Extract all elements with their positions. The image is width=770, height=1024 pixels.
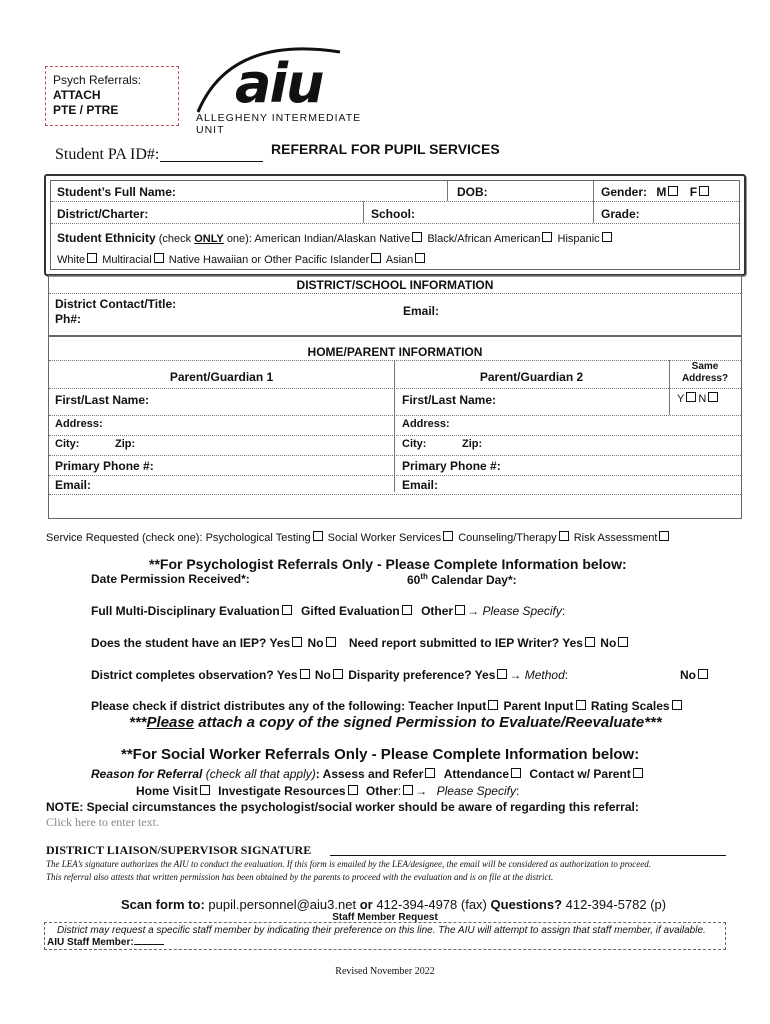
ethnicity-black-checkbox[interactable]	[542, 232, 552, 242]
staff-request-heading: Staff Member Request	[332, 912, 438, 923]
signature-line[interactable]	[330, 855, 726, 856]
investigate-checkbox[interactable]	[348, 785, 358, 795]
parent1-phone-label: Primary Phone #:	[55, 459, 154, 473]
home-info-section	[48, 335, 742, 519]
same-address-yn: Y N	[677, 392, 720, 405]
parent2-address-label: Address:	[402, 418, 450, 430]
scan-row: Scan form to: pupil.personnel@aiu3.net or 412-394-4978 (fax) Questions? 412-394-5782 (p)	[121, 897, 667, 912]
aiu-staff-field[interactable]	[134, 944, 164, 945]
parent2-heading: Parent/Guardian 2	[479, 370, 584, 384]
iep-yes-checkbox[interactable]	[292, 637, 302, 647]
parent1-zip-label: Zip:	[115, 438, 136, 450]
calendar-day-label: 60th Calendar Day*:	[407, 572, 517, 587]
eval-full-checkbox[interactable]	[282, 605, 292, 615]
parent2-email-label: Email:	[402, 478, 439, 492]
parent1-name-label: First/Last Name:	[55, 393, 150, 407]
assess-refer-checkbox[interactable]	[425, 768, 435, 778]
ethnicity-native-checkbox[interactable]	[412, 232, 422, 242]
student-section	[44, 174, 746, 276]
revised-date: Revised November 2022	[335, 966, 435, 977]
click-here-field[interactable]: Click here to enter text.	[46, 815, 159, 829]
signature-label: DISTRICT LIAISON/SUPERVISOR SIGNATURE	[46, 843, 312, 857]
staff-request-note: District may request a specific staff member by indicating their preference on this line. The AIU will attempt to assign that staff member, if available.	[57, 925, 706, 936]
disparity-no: No	[680, 668, 710, 682]
parent-input-checkbox[interactable]	[576, 700, 586, 710]
eval-gifted-checkbox[interactable]	[402, 605, 412, 615]
service-social-worker-checkbox[interactable]	[443, 531, 453, 541]
school-label: School:	[371, 207, 415, 221]
same-address-yes-checkbox[interactable]	[686, 392, 696, 402]
observation-row: District completes observation? Yes No Disparity preference? Yes → Method:	[91, 668, 569, 682]
parent1-city-label: City:	[55, 438, 80, 450]
social-heading: **For Social Worker Referrals Only - Please Complete Information below:	[121, 746, 640, 763]
social-other-checkbox[interactable]	[403, 785, 413, 795]
logo-wordmark: aiu	[235, 52, 323, 115]
teacher-input-checkbox[interactable]	[488, 700, 498, 710]
disparity-yes-checkbox[interactable]	[497, 669, 507, 679]
district-contact-label: District Contact/Title:	[55, 297, 177, 311]
aiu-logo	[190, 40, 380, 136]
ethnicity-asian-checkbox[interactable]	[415, 253, 425, 263]
disparity-no-checkbox[interactable]	[698, 669, 708, 679]
service-counseling-checkbox[interactable]	[559, 531, 569, 541]
evaluation-type-row: Full Multi-Disciplinary Evaluation Gifted Evaluation Other → Please Specify:	[91, 604, 566, 618]
iep-writer-yes-checkbox[interactable]	[585, 637, 595, 647]
home-visit-checkbox[interactable]	[200, 785, 210, 795]
student-pa-id-field[interactable]	[160, 161, 263, 162]
observation-yes-checkbox[interactable]	[300, 669, 310, 679]
reason-row: Reason for Referral (check all that apply): Assess and Refer Attendance Contact w/ Parent	[91, 767, 645, 781]
signature-note-2: This referral also attests that written permission has been obtained by the parents to proceed with the evaluation and is on file at the district.	[46, 872, 554, 882]
student-pa-id-label: Student PA ID#:	[55, 146, 160, 163]
attach-permission-note: ***Please attach a copy of the signed Permission to Evaluate/Reevaluate***	[129, 714, 662, 731]
district-charter-label: District/Charter:	[57, 207, 149, 221]
grade-label: Grade:	[601, 207, 640, 221]
logo-subtitle: ALLEGHENY INTERMEDIATE UNIT	[196, 112, 362, 136]
contact-parent-checkbox[interactable]	[633, 768, 643, 778]
iep-row: Does the student have an IEP? Yes No Need report submitted to IEP Writer? Yes No	[91, 636, 630, 650]
special-note: NOTE: Special circumstances the psychologist/social worker should be aware of regarding this referral:	[46, 800, 639, 814]
gender-m-checkbox[interactable]	[668, 186, 678, 196]
eval-other-checkbox[interactable]	[455, 605, 465, 615]
arrow-right-icon: →	[415, 784, 428, 798]
ethnicity-white-checkbox[interactable]	[87, 253, 97, 263]
signature-note-1: The LEA’s signature authorizes the AIU to conduct the evaluation. If this form is emailed by the LEA/designee, the email will be considered as authorization to proceed.	[46, 859, 652, 869]
scan-email-link[interactable]: pupil.personnel@aiu3.net	[208, 897, 357, 912]
parent1-heading: Parent/Guardian 1	[169, 370, 274, 384]
pte-ptre-label: PTE / PTRE	[53, 103, 119, 117]
ethnicity-hispanic-checkbox[interactable]	[602, 232, 612, 242]
attendance-checkbox[interactable]	[511, 768, 521, 778]
psych-referrals-label: Psych Referrals:	[53, 73, 142, 87]
psych-referrals-box	[45, 66, 179, 126]
parent2-name-label: First/Last Name:	[402, 393, 497, 407]
full-name-label: Student’s Full Name:	[57, 185, 176, 199]
district-info-heading: DISTRICT/SCHOOL INFORMATION	[296, 278, 494, 292]
iep-writer-no-checkbox[interactable]	[618, 637, 628, 647]
ethnicity-pacific-checkbox[interactable]	[371, 253, 381, 263]
psych-heading: **For Psychologist Referrals Only - Please Complete Information below:	[149, 556, 627, 572]
home-info-heading: HOME/PARENT INFORMATION	[307, 345, 483, 359]
same-address-no-checkbox[interactable]	[708, 392, 718, 402]
ethnicity-row-1: Student Ethnicity (check ONLY one): American Indian/Alaskan Native Black/African American Hispanic	[57, 231, 614, 245]
arrow-right-icon: →	[467, 604, 480, 618]
service-psych-testing-checkbox[interactable]	[313, 531, 323, 541]
same-address-heading: Same Address?	[681, 361, 729, 384]
observation-no-checkbox[interactable]	[333, 669, 343, 679]
date-permission-label: Date Permission Received*:	[91, 572, 250, 586]
parent1-email-label: Email:	[55, 478, 92, 492]
service-requested-row: Service Requested (check one): Psychological Testing Social Worker Services Counseling/Therapy Risk Assessment	[46, 531, 671, 544]
parent1-address-label: Address:	[55, 418, 103, 430]
parent2-zip-label: Zip:	[462, 438, 483, 450]
service-risk-checkbox[interactable]	[659, 531, 669, 541]
staff-request-box	[44, 922, 726, 950]
attach-label: ATTACH	[53, 88, 101, 102]
form-title: REFERRAL FOR PUPIL SERVICES	[271, 141, 500, 157]
district-phone-label: Ph#:	[55, 312, 82, 326]
iep-no-checkbox[interactable]	[326, 637, 336, 647]
dob-label: DOB:	[457, 185, 488, 199]
district-info-section	[48, 275, 742, 337]
parent2-city-label: City:	[402, 438, 427, 450]
ethnicity-multiracial-checkbox[interactable]	[154, 253, 164, 263]
parent2-phone-label: Primary Phone #:	[402, 459, 501, 473]
rating-scales-checkbox[interactable]	[672, 700, 682, 710]
district-email-label: Email:	[403, 304, 440, 318]
gender-field: Gender: M F	[601, 185, 711, 199]
reason-row-2: Home Visit Investigate Resources Other: → Please Specify:	[136, 784, 520, 798]
ethnicity-row-2: White Multiracial Native Hawaiian or Other Pacific Islander Asian	[57, 253, 427, 266]
gender-f-checkbox[interactable]	[699, 186, 709, 196]
arrow-right-icon: →	[509, 668, 522, 682]
distributes-row: Please check if district distributes any of the following: Teacher Input Parent Input Rating Scales	[91, 699, 684, 713]
aiu-staff-label: AIU Staff Member:	[47, 937, 164, 948]
